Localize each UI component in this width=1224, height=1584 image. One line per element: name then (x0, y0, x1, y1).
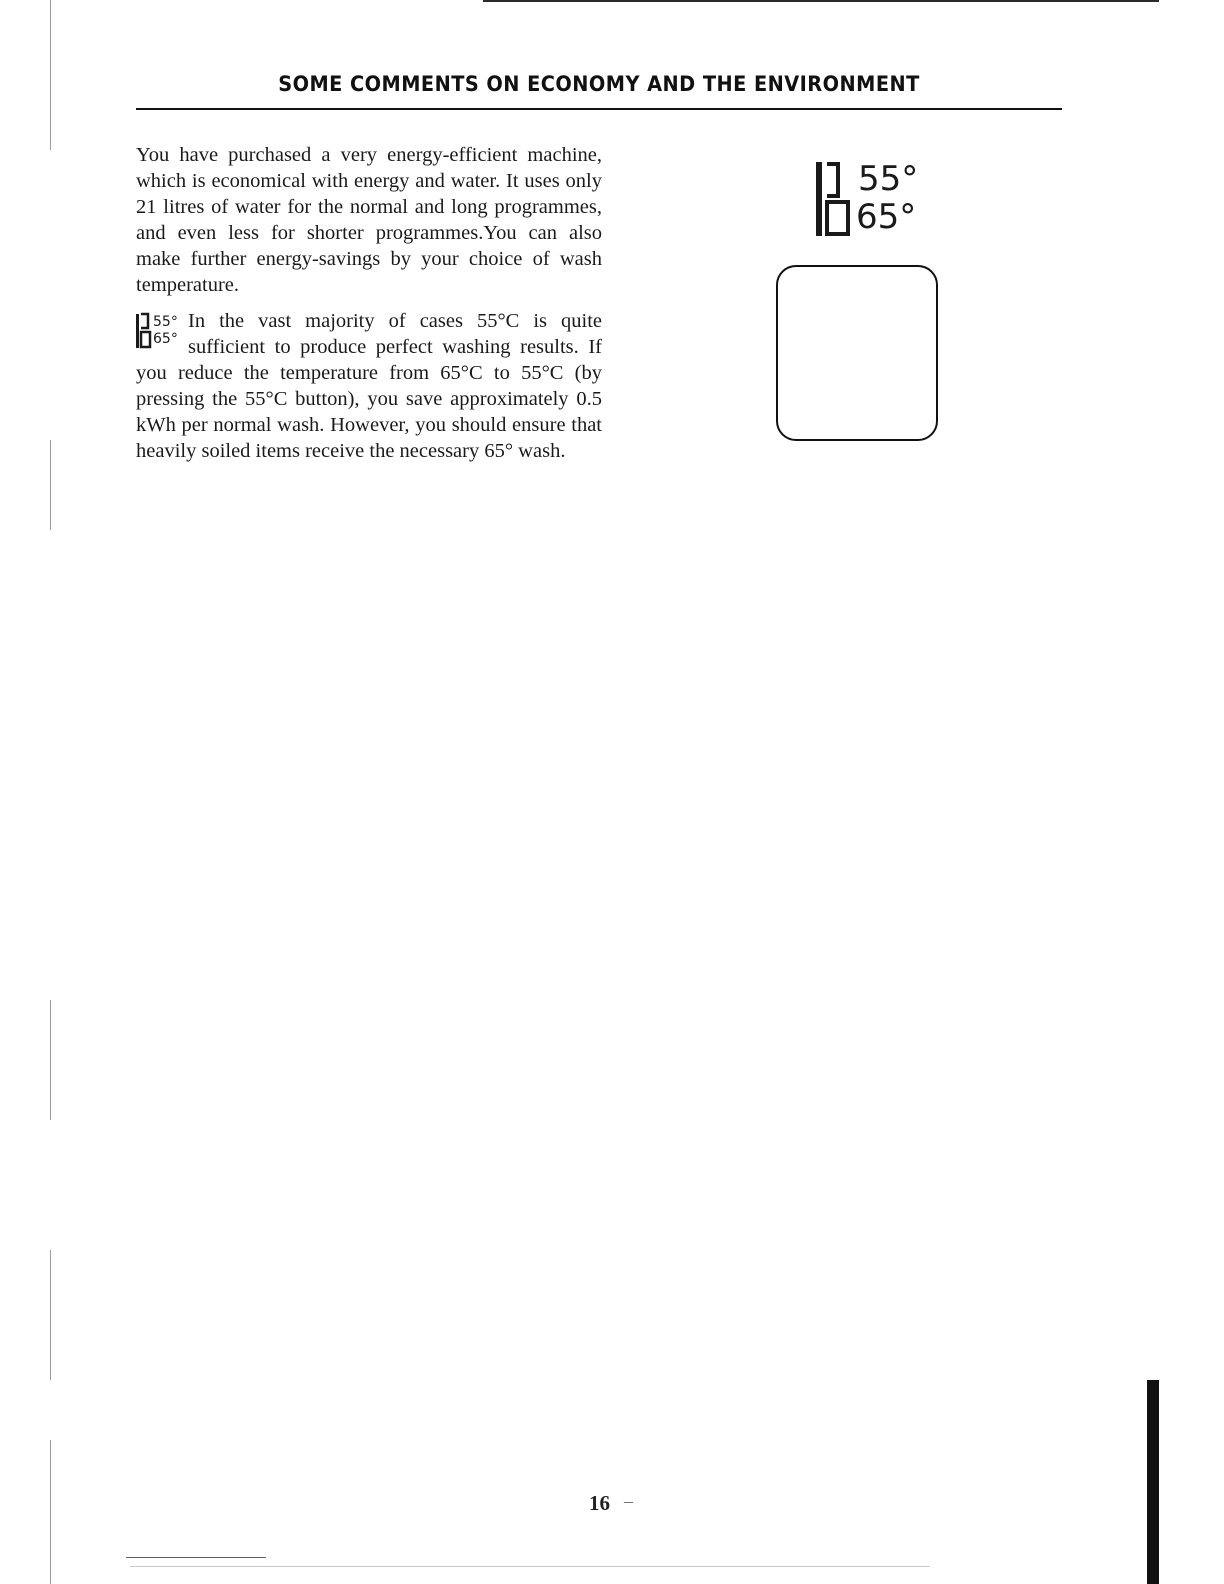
temperature-paragraph (136, 308, 602, 464)
footer-blue-line (126, 1557, 266, 1558)
scan-top-edge (483, 0, 1159, 2)
temp-55-label: 55° (153, 314, 178, 330)
scan-left-edge (50, 440, 51, 530)
scan-left-edge (50, 1250, 51, 1380)
heading-rule (136, 108, 1062, 110)
footer-line (130, 1566, 930, 1567)
temp-65-label: 65° (153, 331, 178, 347)
page-dash: – (624, 1491, 633, 1511)
display-panel-frame (776, 265, 938, 441)
scan-left-edge (50, 1440, 51, 1584)
scan-right-edge (1147, 1380, 1159, 1584)
diagram-55-label: 55° (858, 159, 919, 199)
temperature-button-diagram (816, 158, 936, 240)
temperature-text: In the vast majority of cases 55°C is quite sufficient to produce perfect washing results. If you reduce the temperature from 65°C to 55°C (by pressing the 55°C button), you save approximately 0.5 kWh per normal wash. However, you should ensure that heavily soiled items receive the necessary 65° wash. (136, 310, 602, 462)
diagram-65-label: 65° (856, 197, 917, 237)
temperature-selector-icon (136, 310, 184, 356)
page-number: 16 (589, 1491, 610, 1515)
text-column (136, 142, 602, 474)
scan-left-edge (50, 1000, 51, 1120)
page-heading: SOME COMMENTS ON ECONOMY AND THE ENVIRONMENT (278, 72, 920, 96)
scan-left-edge (50, 0, 51, 150)
intro-paragraph: You have purchased a very energy-efficient machine, which is economical with energy and water. It uses only 21 litres of water for the normal and long programmes, and even less for shorter programmes.You can also make further energy-savings by your choice of wash temperature. (136, 144, 602, 296)
